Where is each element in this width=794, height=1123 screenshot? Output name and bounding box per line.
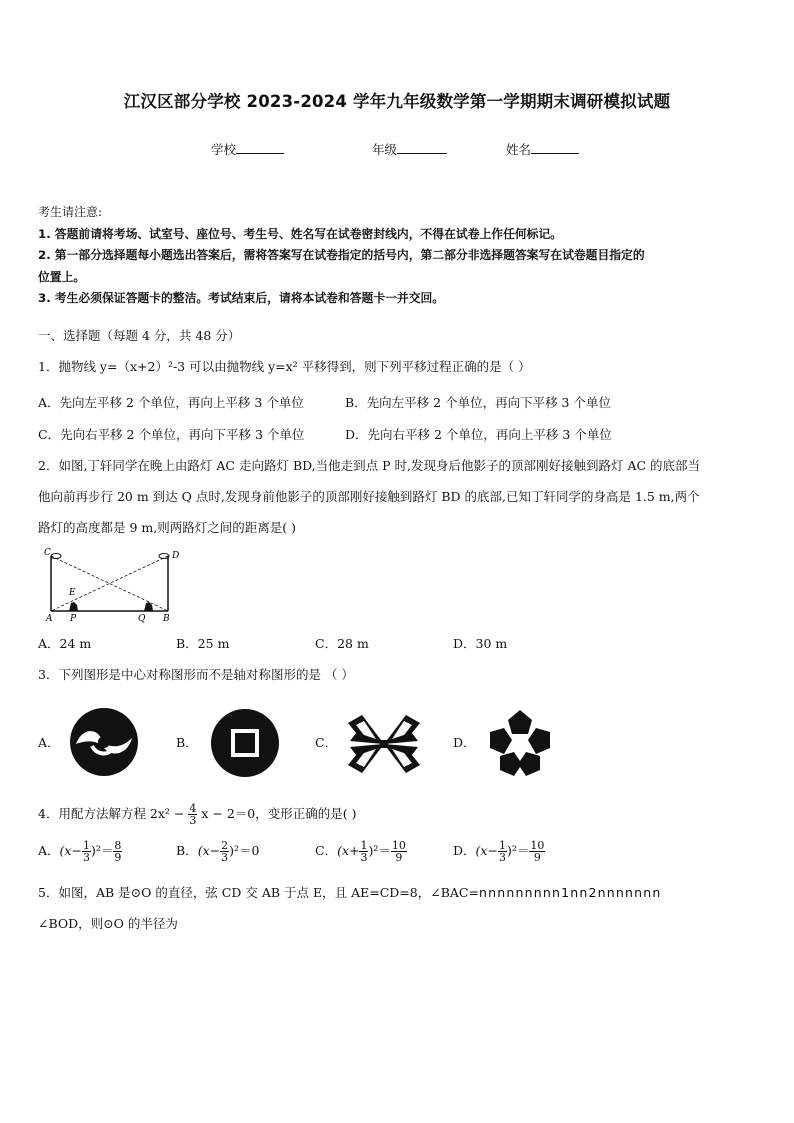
q2-option-c: C．28 m (315, 636, 369, 651)
name-blank (531, 141, 579, 154)
grade-label: 年级 (372, 142, 398, 157)
notes-block (38, 202, 768, 310)
pentagon-flower-icon (484, 708, 556, 778)
fraction-denominator: 3 (189, 814, 197, 827)
symbol-a-icon (68, 706, 140, 778)
question-5-line-1 (38, 882, 766, 904)
fraction-denominator: 9 (114, 851, 122, 864)
name-field (506, 140, 579, 158)
note-item: 2. 第一部分选择题每小题选出答案后，需将答案写在试卷指定的括号内，第二部分非选择题答案写在试卷题目指定的 (38, 248, 645, 262)
option-letter: A． (38, 843, 60, 858)
q4-stem-fraction (188, 803, 197, 826)
label-a: A (46, 614, 53, 623)
name-label: 姓名 (506, 142, 532, 157)
expr-part: )²＝ (90, 843, 114, 858)
fraction-denominator: 9 (395, 851, 403, 864)
fraction (82, 840, 91, 863)
fraction-denominator: 3 (221, 851, 229, 864)
fraction-denominator: 3 (82, 851, 90, 864)
fraction-denominator: 3 (498, 851, 506, 864)
expr-part: )²＝0 (229, 843, 260, 858)
label-b: B (163, 614, 170, 623)
q1-option-d: D．先向右平移 2 个单位，再向上平移 3 个单位 (345, 427, 612, 442)
fraction (498, 840, 507, 863)
streetlight-diagram (36, 545, 186, 623)
grade-blank (397, 141, 447, 154)
fraction (529, 840, 545, 863)
fraction-numerator: 1 (82, 839, 90, 852)
q4-stem-post: x − 2＝0，变形正确的是( ) (201, 806, 357, 821)
label-e: E (69, 588, 76, 598)
square-hole-coin-icon (210, 708, 280, 778)
school-blank (236, 141, 284, 154)
expr-part: (x− (475, 843, 498, 858)
fraction (391, 840, 407, 863)
question-2-line-2: 他向前再步行 20 m 到达 Q 点时,发现身前他影子的顶部刚好接触到路灯 BD 的底部,已知丁轩同学的身高是 1.5 m,两个 (38, 489, 700, 504)
question-1-stem: 1．抛物线 y=（x+2）²-3 可以由抛物线 y=x² 平移得到，则下列平移过程正确的是（ ） (38, 359, 531, 374)
fraction-denominator: 9 (533, 851, 541, 864)
q4-option-d (453, 840, 545, 863)
question-2-line-3: 路灯的高度都是 9 m,则两路灯之间的距离是( ) (38, 520, 296, 535)
four-petal-knot-icon (344, 709, 424, 779)
grade-field (372, 140, 447, 158)
question-4-stem (38, 800, 766, 828)
label-p: P (70, 614, 77, 623)
question-5-line-2: ∠BOD，则⊙O 的半径为 (38, 916, 178, 931)
fraction-numerator: 8 (114, 839, 122, 852)
note-item: 位置上。 (38, 269, 86, 284)
option-letter: D． (453, 843, 476, 858)
fraction (220, 840, 229, 863)
expr-part: (x+ (337, 843, 360, 858)
school-field (211, 140, 284, 158)
option-letter: B． (176, 843, 198, 858)
q4-stem-pre: 4．用配方法解方程 2x² − (38, 806, 185, 821)
label-c: C (44, 548, 51, 558)
section-heading: 一、选择题（每题 4 分，共 48 分） (38, 328, 241, 343)
fraction-numerator: 1 (360, 839, 368, 852)
fraction-denominator: 3 (360, 851, 368, 864)
fraction-numerator: 10 (530, 839, 545, 852)
notes-heading: 考生请注意: (38, 205, 103, 219)
expr-part: (x− (59, 843, 82, 858)
q4-option-c (315, 840, 407, 863)
q3-option-c-label: C． (315, 735, 338, 750)
school-label: 学校 (211, 142, 237, 157)
q3-option-d-label: D． (453, 735, 476, 750)
q1-option-c: C．先向右平移 2 个单位，再向下平移 3 个单位 (38, 427, 305, 442)
note-item: 3. 考生必须保证答题卡的整洁。考试结束后，请将本试卷和答题卡一并交回。 (38, 291, 445, 305)
q5-text: 5．如图，AB 是⊙O 的直径，弦 CD 交 AB 于点 E，且 AE=CD=8，∠BAC= (38, 885, 479, 900)
note-item: 1. 答题前请将考场、试室号、座位号、考生号、姓名写在试卷密封线内，不得在试卷上作任何标记。 (38, 226, 563, 241)
fraction-numerator: 10 (391, 839, 406, 852)
label-q: Q (138, 614, 146, 623)
q2-option-b: B．25 m (176, 636, 230, 651)
page-title: 江汉区部分学校 2023-2024 学年九年级数学第一学期期末调研模拟试题 (123, 92, 671, 111)
option-letter: C． (315, 843, 338, 858)
label-d: D (172, 551, 180, 561)
fraction (113, 840, 122, 863)
expr-part: (x− (197, 843, 221, 858)
q3-option-b-label: B． (176, 735, 198, 750)
q4-option-b (176, 840, 259, 863)
question-2-line-1: 2．如图,丁轩同学在晚上由路灯 AC 走向路灯 BD,当他走到点 P 时,发现身后他影子的顶部刚好接触到路灯 AC 的底部当 (38, 458, 701, 473)
fraction-numerator: 2 (221, 839, 229, 852)
q3-option-a-label: A． (38, 735, 60, 750)
q2-option-a: A．24 m (38, 636, 92, 651)
fraction-numerator: 1 (498, 839, 506, 852)
expr-part: )²＝ (368, 843, 391, 858)
q4-option-a (38, 840, 122, 863)
q1-option-a: A．先向左平移 2 个单位，再向上平移 3 个单位 (38, 395, 304, 410)
question-3-stem: 3．下列图形是中心对称图形而不是轴对称图形的是 （ ） (38, 667, 354, 682)
q1-option-b: B．先向左平移 2 个单位，再向下平移 3 个单位 (345, 395, 611, 410)
q2-option-d: D．30 m (453, 636, 508, 651)
fraction-numerator: 4 (189, 802, 197, 815)
q5-garbled-text: nnnnnnnnn1nn2nnnnnnn (478, 885, 662, 900)
expr-part: )²＝ (506, 843, 530, 858)
